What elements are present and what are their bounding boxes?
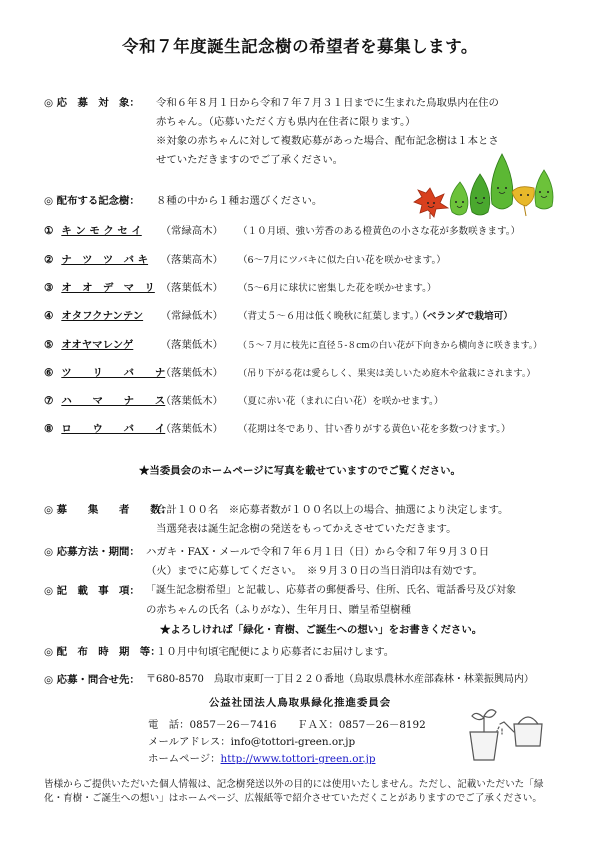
homepage-notice: ★当委員会のホームページに写真を載せていますのでご覧ください。	[139, 465, 461, 477]
tree-item	[44, 309, 513, 324]
tree-name: ツ リ バ ナ	[61, 367, 166, 379]
tree-number: ⑥	[44, 367, 54, 379]
tree-type: （落葉低木）	[160, 282, 223, 294]
maple-leaf-icon	[414, 188, 448, 219]
page-title: 令和７年度誕生記念樹の希望者を募集します。	[122, 37, 478, 56]
tree-item	[44, 394, 443, 409]
tree-number: ①	[44, 225, 54, 237]
method-line-1: ハガキ・FAX・メールで令和７年６月１日（日）から令和７年９月３０日	[146, 546, 490, 558]
contact-organization: 公益社団法人鳥取県緑化推進委員会	[208, 697, 392, 709]
trees-header-text: ８種の中から１種お選びください。	[156, 195, 323, 207]
tree-type: （落葉低木）	[160, 367, 223, 379]
contact-homepage	[148, 752, 376, 766]
tree-name: キ ン モ ク セ イ	[61, 225, 142, 237]
tree-type: （常緑高木）	[160, 225, 223, 237]
target-line-2: 赤ちゃん。（応募いただく方も県内在住者に限ります。）	[156, 116, 416, 128]
recruit-line-2: 当選発表は誕生記念樹の発送をもってかえさせていただきます。	[156, 523, 457, 535]
contact-address: 〒680-8570 鳥取市東町一丁目２２０番地（鳥取県農林水産部森林・林業振興局内）	[146, 674, 534, 685]
tree-description: （背丈５～６用は低く晩秋に紅葉します。）	[237, 311, 425, 322]
tree-name: ナ ツ ツ バ キ	[61, 254, 149, 266]
tree-number: ③	[44, 282, 54, 294]
contact-email: メールアドレス：info@tottori-green.or.jp	[148, 736, 356, 748]
target-line-3: ※対象の赤ちゃんに対して複数応募があった場合、配布記念樹は１本とさ	[156, 135, 499, 147]
tree-description: （6～7月にツバキに似た白い花を咲かせます。）	[237, 255, 446, 266]
tree-item	[44, 281, 436, 296]
ginkgo-leaf-icon	[512, 187, 534, 216]
tree-name: オタフクナンテン	[61, 310, 144, 322]
tree-item	[44, 224, 520, 239]
tree-description: （夏に赤い花（まれに白い花）を咲かせます。）	[237, 396, 444, 407]
tree-name: オ オ デ マ リ	[61, 282, 155, 294]
delivery-text: １０月中旬頃宅配便により応募者にお届けします。	[156, 646, 395, 658]
tree-description: （１０月頃、強い芳香のある橙黄色の小さな花が多数咲きます。）	[237, 226, 521, 237]
watering-can-plant-illustration	[462, 702, 554, 764]
tree-extra-note: （ベランダで栽培可）	[417, 311, 513, 322]
homepage-link[interactable]: http://www.tottori-green.or.jp	[220, 753, 376, 765]
recruit-label: ◎ 募 集 者 数：	[44, 504, 171, 516]
trees-header-label: ◎ 配布する記念樹：	[44, 195, 140, 207]
tree-type: （落葉低木）	[160, 423, 223, 435]
tree-type: （常緑低木）	[160, 310, 223, 322]
tree-name: オオヤマレンゲ	[61, 339, 134, 351]
tree-number: ②	[44, 254, 54, 266]
method-label: ◎ 応募方法・期間：	[44, 546, 140, 558]
tree-description: （吊り下がる花は愛らしく、果実は美しいため庭木や盆栽にされます。）	[237, 368, 536, 379]
fields-line-1: 「誕生記念樹希望」と記載し、応募者の郵便番号、住所、氏名、電話番号及び対象	[146, 585, 516, 596]
leaf-3-icon	[491, 154, 513, 209]
tree-name: ロ ウ バ イ	[61, 423, 166, 435]
delivery-label: ◎ 配 布 時 期 等：	[44, 646, 161, 658]
tree-item	[44, 338, 542, 353]
tree-description: （５～７月に枝先に直径５-８cmの白い花が下向きから横向きに咲きます。）	[237, 341, 543, 351]
tree-name: ハ マ ナ ス	[61, 395, 166, 407]
target-label: ◎ 応 募 対 象：	[44, 97, 140, 109]
target-line-1: 令和６年８月１日から令和７年７月３１日までに生まれた鳥取県内在住の	[156, 97, 499, 109]
tree-item	[44, 422, 511, 437]
leaf-1-icon	[450, 182, 468, 215]
method-line-2: （火）までに応募してください。 ※９月３０日の当日消印は有効です。	[146, 565, 483, 577]
tree-description: （5～6月に球状に密集した花を咲かせます。）	[237, 283, 437, 294]
contact-label: ◎ 応募・問合せ先：	[44, 674, 140, 686]
contact-phone: 電 話：0857－26－7416 ＦＡＸ：0857－26－8192	[148, 719, 426, 731]
tree-number: ⑧	[44, 423, 54, 435]
tree-type: （落葉低木）	[160, 395, 223, 407]
fields-line-3: ★よろしければ「緑化・育樹、ご誕生への想い」をお書きください。	[160, 624, 483, 636]
leaf-2-icon	[470, 174, 490, 215]
recruit-line-1: 合計１００名 ※応募者数が１００名以上の場合、抽選により決定します。	[156, 504, 509, 516]
leaf-4-icon	[535, 170, 553, 209]
tree-number: ⑤	[44, 339, 54, 351]
privacy-notice: 皆様からご提供いただいた個人情報は、記念樹発送以外の目的には使用いたしません。ただし、記載いただいた「緑化・育樹・ご誕生への想い」はホームページ、広報紙等で紹介させていただくことがありますのでご了承ください。	[44, 779, 544, 804]
tree-item	[44, 253, 446, 268]
tree-number: ④	[44, 310, 54, 322]
homepage-label: ホームページ：	[148, 753, 221, 765]
tree-type: （落葉高木）	[160, 254, 223, 266]
tree-item	[44, 366, 536, 381]
tree-type: （落葉低木）	[160, 339, 223, 351]
fields-label: ◎ 記 載 事 項：	[44, 585, 140, 597]
leaf-characters-illustration	[408, 150, 558, 220]
tree-description: （花期は冬であり、甘い香りがする黄色い花を多数つけます。）	[237, 424, 511, 435]
target-line-4: せていただきますのでご了承ください。	[156, 154, 344, 166]
tree-number: ⑦	[44, 395, 54, 407]
fields-line-2: の赤ちゃんの氏名（ふりがな）、生年月日、贈呈希望樹種	[146, 604, 411, 616]
